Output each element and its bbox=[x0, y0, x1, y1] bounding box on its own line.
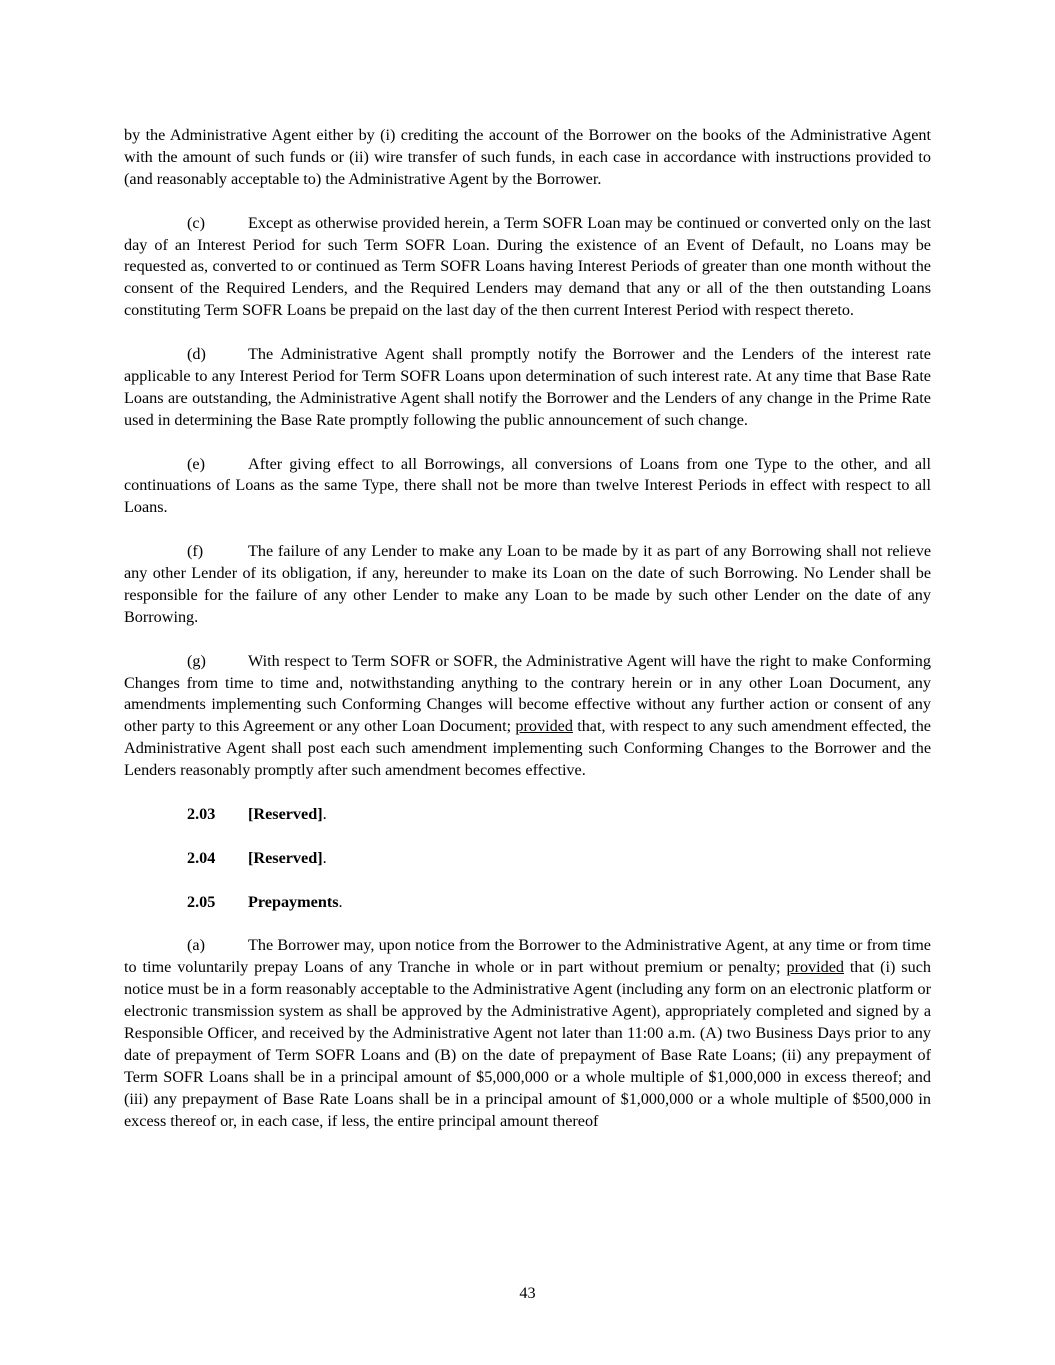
section-heading-2-03 bbox=[124, 804, 931, 826]
paragraph-g-text-before: With respect to Term SOFR or SOFR, the Administrative Agent will have the right to make Conforming Changes from time to time and, notwithstanding anything to the contrary herein or in any other Loan Document, any amendments implementing such Conforming Changes will become effective without any further action or consent of any other party to this Agreement or any other Loan Document; bbox=[124, 651, 931, 736]
section-title: Prepayments bbox=[248, 892, 339, 911]
paragraph-d-text: The Administrative Agent shall promptly notify the Borrower and the Lenders of the interest rate applicable to any Interest Period for Term SOFR Loans upon determination of such interest rate. At any time that Base Rate Loans are outstanding, the Administrative Agent shall notify the Borrower and the Lenders of any change in the Prime Rate used in determining the Base Rate promptly following the public announcement of such change. bbox=[124, 345, 931, 429]
section-title: [Reserved] bbox=[248, 848, 323, 867]
continuation-paragraph: by the Administrative Agent either by (i) crediting the account of the Borrower on the books of the Administrative Agent with the amount of such funds or (ii) wire transfer of such funds, in each case in accordance with instructions provided to (and reasonably acceptable to) the Administrative Agent by the Borrower. bbox=[124, 126, 931, 188]
section-number: 2.05 bbox=[187, 892, 216, 911]
paragraph-f bbox=[124, 541, 931, 629]
paragraph-g bbox=[124, 651, 931, 782]
paragraph-a-number: (a) bbox=[187, 936, 205, 955]
paragraph-d-number: (d) bbox=[187, 345, 206, 364]
paragraph-g-text-after: that, with respect to any such amendment effected, the Administrative Agent shall post each such amendment implementing such Conforming Changes to the Borrower and the Lenders reasonably promptly after such amendment becomes effective. bbox=[124, 717, 931, 780]
paragraph-c bbox=[124, 213, 931, 323]
page-number: 43 bbox=[519, 1284, 536, 1302]
paragraph-d bbox=[124, 344, 931, 432]
paragraph-f-text: The failure of any Lender to make any Loan to be made by it as part of any Borrowing shall not relieve any other Lender of its obligation, if any, hereunder to make its Loan on the date of such Borrowing. No Lender shall be responsible for the failure of any other Lender to make any Loan to be made by such other Lender on the date of any Borrowing. bbox=[124, 542, 931, 626]
paragraph-c-number: (c) bbox=[187, 213, 205, 232]
document-body bbox=[124, 125, 931, 1133]
paragraph-a-provided: provided bbox=[786, 958, 845, 977]
section-suffix: . bbox=[322, 805, 327, 823]
section-suffix: . bbox=[322, 848, 327, 867]
section-heading-2-04 bbox=[124, 848, 931, 870]
paragraph-c-text: Except as otherwise provided herein, a Term SOFR Loan may be continued or converted only on the last day of an Interest Period for such Term SOFR Loan. During the existence of an Event of Default, no Loans may be requested as, converted to or continued as Term SOFR Loans having Interest Periods of greater than one month without the consent of the Required Lenders, and the Required Lenders may demand that any or all of the then outstanding Loans constituting Term SOFR Loans be prepaid on the last day of the then current Interest Period with respect thereto. bbox=[124, 213, 931, 320]
paragraph-a-text-after: that (i) such notice must be in a form reasonably acceptable to the Administrative Agent (including any form on an electronic platform or electronic transmission system as shall be approved by the Administrative Agent), appropriately completed and signed by a Responsible Officer, and received by the Administrative Agent not later than 11:00 a.m. (A) two Business Days prior to any date of prepayment of Term SOFR Loans and (B) on the date of prepayment of Base Rate Loans; (ii) any prepayment of Term SOFR Loans shall be in a principal amount of $5,000,000 or a whole multiple of $1,000,000 in excess thereof; and (iii) any prepayment of Base Rate Loans shall be in a principal amount of $1,000,000 or a whole multiple of $500,000 in excess thereof or, in each case, if less, the entire principal amount thereof bbox=[124, 958, 931, 1130]
section-number: 2.04 bbox=[187, 848, 216, 867]
paragraph-a bbox=[124, 935, 931, 1132]
paragraph-g-number: (g) bbox=[187, 651, 206, 670]
section-title: [Reserved] bbox=[248, 805, 323, 823]
paragraph-f-number: (f) bbox=[187, 542, 204, 561]
section-number: 2.03 bbox=[187, 805, 216, 823]
paragraph-e bbox=[124, 454, 931, 520]
paragraph-e-text: After giving effect to all Borrowings, all conversions of Loans from one Type to the other, and all continuations of Loans as the same Type, there shall not be more than twelve Interest Periods in effect with respect to all Loans. bbox=[124, 454, 931, 517]
paragraph-g-provided: provided bbox=[515, 717, 573, 736]
paragraph-e-number: (e) bbox=[187, 454, 205, 473]
paragraph-a-text-before: The Borrower may, upon notice from the Borrower to the Administrative Agent, at any time or from time to time voluntarily prepay Loans of any Tranche in whole or in part without premium or penalty; bbox=[124, 936, 931, 977]
section-heading-2-05 bbox=[124, 892, 931, 914]
section-suffix: . bbox=[338, 892, 343, 911]
